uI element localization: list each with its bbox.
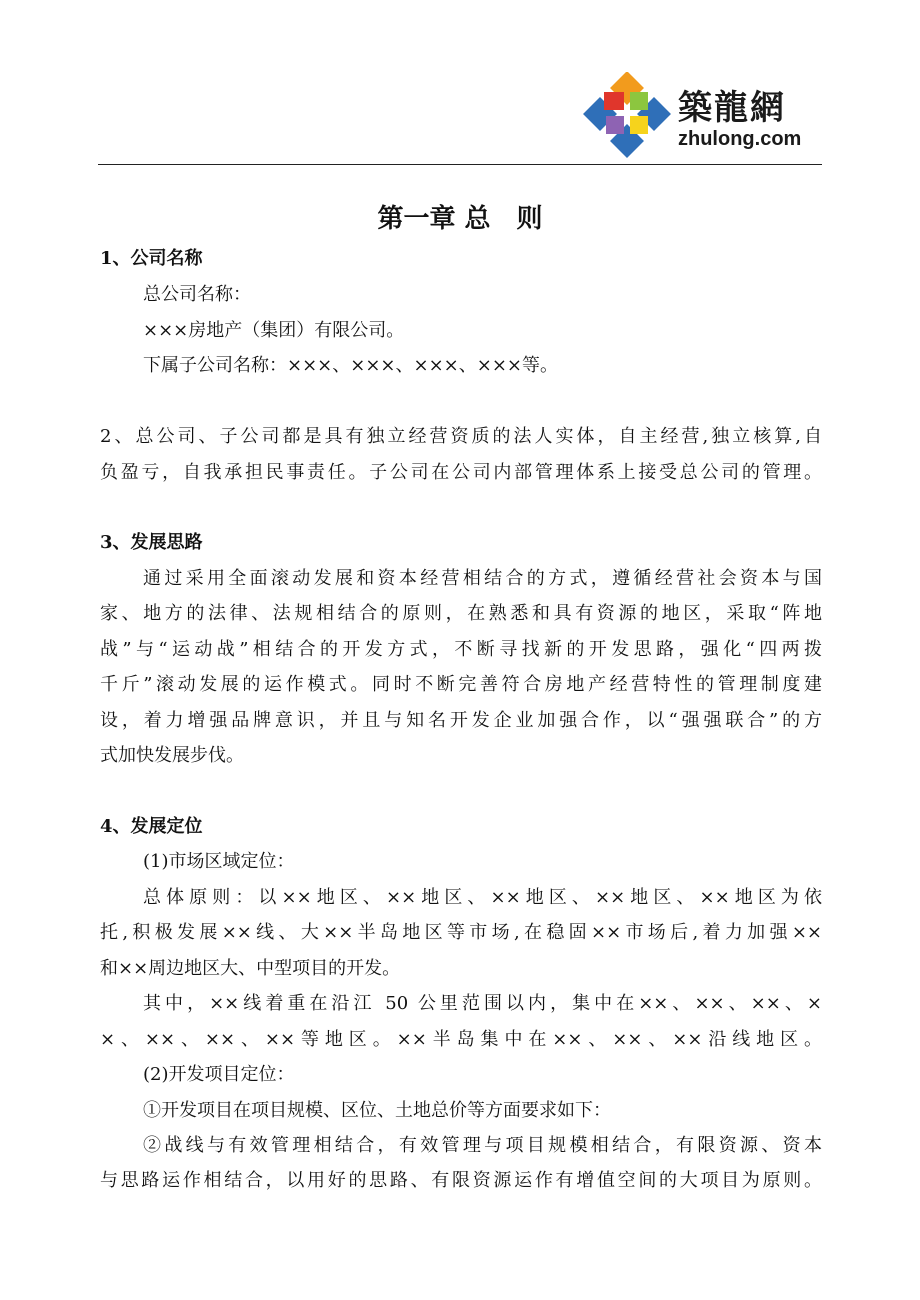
- section-2-line: 负盈亏，自我承担民事责任。子公司在公司内部管理体系上接受总公司的管理。: [100, 462, 822, 483]
- logo-mark-icon: [582, 72, 672, 160]
- section-3-line: 千斤”滚动发展的运作模式。同时不断完善符合房地产经营特性的管理制度建: [100, 674, 822, 695]
- logo-domain-text: zhulong.com: [678, 128, 802, 150]
- header-divider: [98, 164, 822, 165]
- logo-tile-green: [630, 92, 648, 110]
- section-4-line: 总体原则：以××地区、××地区、××地区、××地区、××地区为依: [143, 887, 822, 908]
- section-3-heading: 3、发展思路: [100, 532, 203, 553]
- section-1-line: 总公司名称：: [143, 284, 251, 305]
- section-3-line: 通过采用全面滚动发展和资本经营相结合的方式，遵循经营社会资本与国: [143, 568, 822, 589]
- chapter-title: 第一章 总 则: [377, 204, 543, 234]
- logo-tile-yellow: [630, 116, 648, 134]
- section-1-heading: 1、公司名称: [100, 248, 203, 269]
- section-4-item: 与思路运作相结合，以用好的思路、有限资源运作有增值空间的大项目为原则。: [100, 1170, 822, 1191]
- section-4-line: ×、××、××、××等地区。××半岛集中在××、××、××沿线地区。: [100, 1029, 822, 1050]
- section-1-line: 下属子公司名称：×××、×××、×××、×××等。: [143, 355, 558, 376]
- section-2-line: 2、总公司、子公司都是具有独立经营资质的法人实体，自主经营,独立核算,自: [100, 426, 822, 447]
- section-4-item: ②战线与有效管理相结合，有效管理与项目规模相结合，有限资源、资本: [143, 1135, 822, 1156]
- section-4-line: 其中，××线着重在沿江 50 公里范围以内，集中在××、××、××、×: [143, 993, 822, 1014]
- section-4-subheading: (2)开发项目定位：: [143, 1064, 295, 1085]
- logo-tile-purple: [606, 116, 624, 134]
- logo-chinese-text: 築龍網: [678, 88, 786, 128]
- section-1-line: ×××房地产（集团）有限公司。: [143, 320, 405, 341]
- section-4-line: 和××周边地区大、中型项目的开发。: [100, 958, 401, 979]
- section-4-subheading: (1)市场区域定位：: [143, 851, 295, 872]
- section-3-line: 家、地方的法律、法规相结合的原则，在熟悉和具有资源的地区，采取“阵地: [100, 603, 822, 624]
- section-4-heading: 4、发展定位: [100, 816, 203, 837]
- zhulong-logo: [582, 72, 822, 160]
- section-4-item: ①开发项目在项目规模、区位、土地总价等方面要求如下：: [143, 1100, 611, 1121]
- section-3-line: 式加快发展步伐。: [100, 745, 244, 766]
- section-3-line: 设，着力增强品牌意识，并且与知名开发企业加强合作，以“强强联合”的方: [100, 710, 822, 731]
- section-3-line: 战”与“运动战”相结合的开发方式，不断寻找新的开发思路，强化“四两拨: [100, 639, 822, 660]
- logo-tile-red: [604, 92, 624, 110]
- section-4-line: 托,积极发展××线、大××半岛地区等市场,在稳固××市场后,着力加强××: [100, 922, 822, 943]
